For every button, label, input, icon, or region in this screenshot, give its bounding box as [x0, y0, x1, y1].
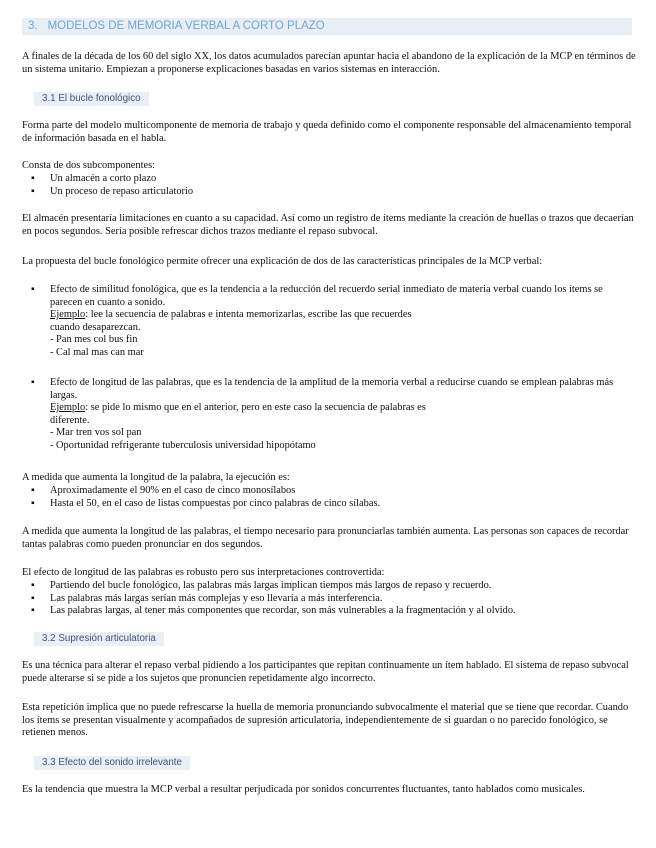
bullet-icon: ▪ [31, 377, 35, 388]
bullet-icon: ▪ [31, 185, 35, 197]
list-item: ▪ Partiendo del bucle fonológico, las palabras más largas implican tiempos más largos de repaso y recuerdo. [31, 580, 492, 591]
section-title: MODELOS DE MEMORIA VERBAL A CORTO PLAZO [47, 20, 325, 32]
subsection-title-3-1: 3.1 El bucle fonológico [34, 92, 149, 106]
list-item: ▪ Las palabras más largas serían más complejas y eso llevaría a más interferencia. [31, 592, 383, 604]
interpretaciones-list [22, 580, 636, 618]
intro-paragraph: A finales de la década de los 60 del siglo XX, los datos acumulados parecían apuntar hacia el abandono de la explicación de la MCP en términos de un sistema unitario. Empiezan a proponerse explicaciones basadas en varios sistemas en interacción. [22, 51, 636, 75]
effect-list-1 [22, 284, 636, 360]
list-item: ▪ Un proceso de repaso articulatorio [31, 185, 194, 197]
subsection-title-3-3: 3.3 Efecto del sonido irrelevante [34, 756, 190, 770]
example-sequence: - Oportunidad refrigerante tuberculosis universidad hipopótamo [50, 439, 316, 451]
paragraph-tiempo: A medida que aumenta la longitud de las palabras, el tiempo necesario para pronunciarlas también aumenta. Las personas son capaces de recordar tantas palabras como pueden pronunciar en dos segundos. [22, 526, 629, 550]
paragraph-bucle-definition: Forma parte del modelo multicomponente de memoria de trabajo y queda definido como el componente responsable del almacenamiento temporal de información basada en el habla. [22, 120, 632, 144]
list-item: ▪ Aproximadamente el 90% en el caso de cinco monosílabos [31, 485, 296, 496]
paragraph-supresion-2: Esta repetición implica que no puede refrescarse la huella de memoria pronunciando subvocalmente el material que se tiene que recordar. Cuando los ítems se presentan visualmente y acompañados de supresión articulatoria, independientemente de si guardan o no parecido fonológico, se retienen menos. [22, 702, 629, 739]
example-sequence: - Pan mes col bus fin [50, 334, 138, 346]
subcomponents-list [22, 173, 636, 198]
example-sequence: - Cal mal mas can mar [50, 346, 144, 358]
bullet-icon: ▪ [31, 580, 35, 591]
bullet-icon: ▪ [31, 173, 35, 184]
example-label: Ejemplo [50, 309, 86, 321]
effect-list-2 [22, 377, 636, 453]
paragraph-robusto-lead: El efecto de longitud de las palabras es robusto pero sus interpretaciones controvertida: [22, 567, 385, 578]
paragraph-almacen: El almacén presentaría limitaciones en cuanto a su capacidad. Así como un registro de ítems mediante la creación de huellas o trazos que decaerían en pocos segundos. Sería posible refrescar dichos trazos mediante el repaso subvocal. [22, 213, 634, 237]
section-heading [22, 18, 632, 35]
paragraph-ejecucion-lead: A medida que aumenta la longitud de la palabra, la ejecución es: [22, 472, 290, 483]
bullet-icon: ▪ [31, 592, 35, 604]
section-number: 3. [28, 20, 38, 32]
subsection-title-3-2: 3.2 Supresión articulatoria [34, 632, 164, 646]
list-item: ▪ Efecto de similitud fonológica, que es la tendencia a la reducción del recuerdo serial inmediato de materia verbal cuando los ítems se parecen en cuanto a sonido. Ejemplo: lee la secuencia de palabras e intenta memorizarlas, escribe las que recuerdes cuando desaparezcan. - Pan mes col bus fin - Cal mal mas can mar [31, 284, 603, 358]
ejecucion-list [22, 485, 636, 510]
example-sequence: - Mar tren vos sol pan [50, 427, 142, 439]
bullet-icon: ▪ [31, 497, 35, 509]
paragraph-subcomponents-lead: Consta de dos subcomponentes: [22, 160, 156, 171]
paragraph-sonido: Es la tendencia que muestra la MCP verbal a resultar perjudicada por sonidos concurrentes fluctuantes, tanto hablados como musicales. [22, 784, 585, 795]
bullet-icon: ▪ [31, 485, 35, 496]
list-item: ▪ Las palabras largas, al tener más componentes que recordar, son más vulnerables a la fragmentación y al olvido. [31, 605, 516, 617]
bullet-icon: ▪ [31, 605, 35, 617]
paragraph-propuesta: La propuesta del bucle fonológico permite ofrecer una explicación de dos de las características principales de la MCP verbal: [22, 256, 543, 267]
bullet-icon: ▪ [31, 284, 35, 295]
list-item: ▪ Un almacén a corto plazo [31, 173, 157, 184]
list-item: ▪ Efecto de longitud de las palabras, que es la tendencia de la amplitud de la memoria verbal a reducirse cuando se emplean palabras más largas. Ejemplo: se pide lo mismo que en el anterior, pero en este caso la secuencia de palabras es diferente. - Mar tren vos sol pan - Oportunidad refrigerante tuberculosis universidad hipopótamo [31, 377, 614, 451]
effect-longitud-text: Efecto de longitud de las palabras, que es la tendencia de la amplitud de la memoria verbal a reducirse cuando se emplean palabras más largas. [50, 377, 614, 401]
list-item: ▪ Hasta el 50, en el caso de listas compuestas por cinco palabras de cinco sílabas. [31, 497, 381, 509]
paragraph-supresion-1: Es una técnica para alterar el repaso verbal pidiendo a los participantes que repitan continuamente un ítem hablado. El sistema de repaso subvocal puede alterarse si se pide a los sujetos que pronuncien repetidamente algo incorrecto. [22, 660, 629, 684]
effect-similitud-text: Efecto de similitud fonológica, que es la tendencia a la reducción del recuerdo serial inmediato de materia verbal cuando los ítems se parecen en cuanto a sonido. [50, 284, 603, 308]
example-label: Ejemplo [50, 402, 86, 414]
